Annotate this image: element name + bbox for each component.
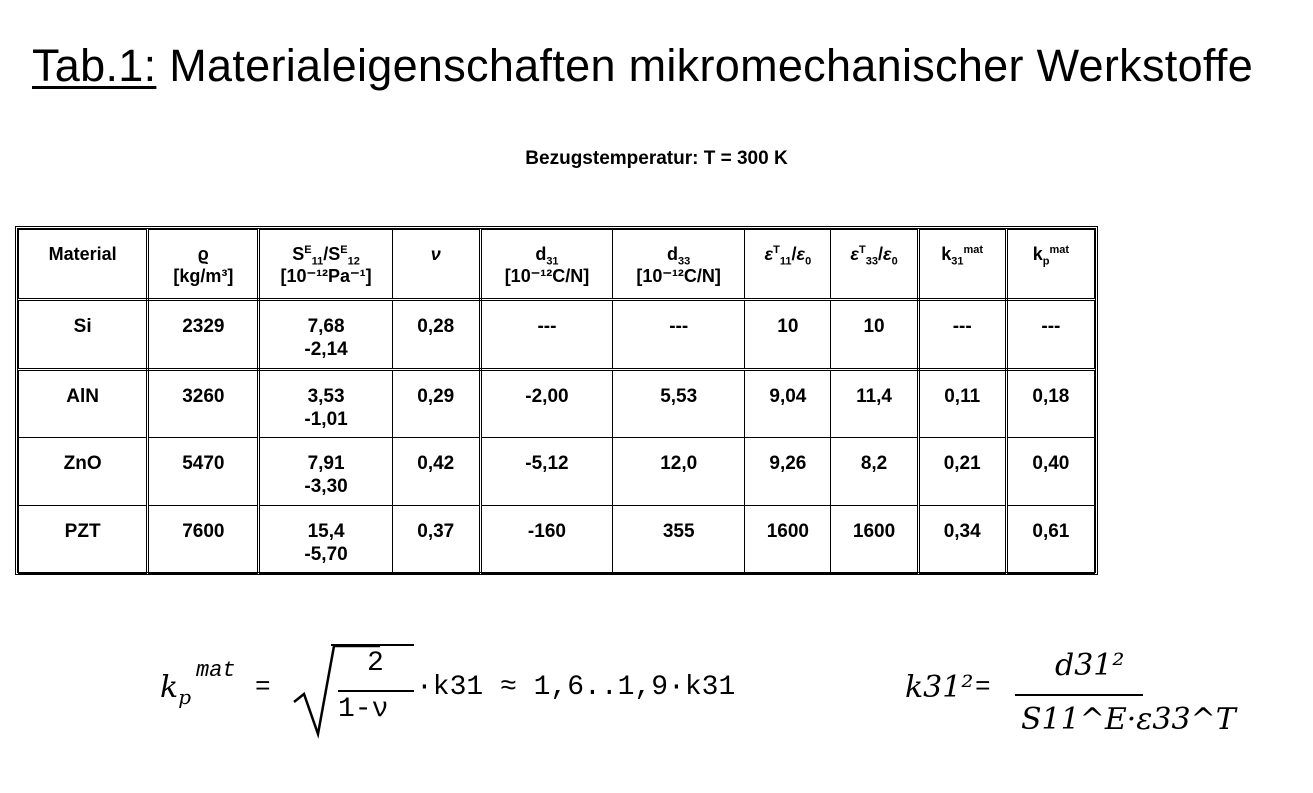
title-text: Materialeigenschaften mikromechanischer Werkstoffe bbox=[169, 40, 1254, 91]
table-row bbox=[19, 370, 1095, 438]
cell-rho: 2329 bbox=[148, 300, 259, 370]
cell-e33: 11,4 bbox=[831, 370, 918, 438]
header-density: ϱ [kg/m³] bbox=[148, 230, 259, 300]
material-table bbox=[15, 226, 1098, 575]
cell-d33: --- bbox=[613, 300, 745, 370]
table-row bbox=[19, 438, 1095, 506]
header-d33: $d_{33}$ [10⁻¹²C/N] bbox=[613, 230, 745, 300]
cell-nu: 0,29 bbox=[392, 370, 480, 438]
cell-e11: 1600 bbox=[745, 506, 831, 574]
table-row bbox=[19, 506, 1095, 574]
cell-material: AlN bbox=[19, 370, 148, 438]
header-material: Material bbox=[19, 230, 148, 300]
header-compliance: $S^E_{11}/S^E_{12}$ [10⁻¹²Pa⁻¹] bbox=[259, 230, 392, 300]
cell-e33: 1600 bbox=[831, 506, 918, 574]
cell-k31: 0,34 bbox=[918, 506, 1006, 574]
cell-rho: 3260 bbox=[148, 370, 259, 438]
cell-nu: 0,37 bbox=[392, 506, 480, 574]
cell-k31: --- bbox=[918, 300, 1006, 370]
cell-material: PZT bbox=[19, 506, 148, 574]
cell-e33: 10 bbox=[831, 300, 918, 370]
header-poisson: ν bbox=[392, 230, 480, 300]
cell-d31: -2,00 bbox=[480, 370, 612, 438]
cell-k31: 0,11 bbox=[918, 370, 1006, 438]
cell-material: ZnO bbox=[19, 438, 148, 506]
table-row bbox=[19, 300, 1095, 370]
cell-e33: 8,2 bbox=[831, 438, 918, 506]
cell-e11: 9,04 bbox=[745, 370, 831, 438]
cell-kp: 0,18 bbox=[1006, 370, 1094, 438]
cell-s: 7,91 -3,30 bbox=[259, 438, 392, 506]
header-kp: $k_p^{mat}$ bbox=[1006, 230, 1094, 300]
cell-e11: 9,26 bbox=[745, 438, 831, 506]
cell-d31: --- bbox=[480, 300, 612, 370]
cell-kp: 0,40 bbox=[1006, 438, 1094, 506]
page-title bbox=[32, 40, 1253, 92]
header-k31: $k_{31}^{mat}$ bbox=[918, 230, 1006, 300]
cell-d31: -5,12 bbox=[480, 438, 612, 506]
cell-s: 15,4 -5,70 bbox=[259, 506, 392, 574]
cell-rho: 7600 bbox=[148, 506, 259, 574]
table-header-row bbox=[19, 230, 1095, 300]
cell-e11: 10 bbox=[745, 300, 831, 370]
cell-k31: 0,21 bbox=[918, 438, 1006, 506]
cell-d31: -160 bbox=[480, 506, 612, 574]
subtitle: Bezugstemperatur: T = 300 K bbox=[525, 148, 788, 169]
cell-material: Si bbox=[19, 300, 148, 370]
cell-kp: --- bbox=[1006, 300, 1094, 370]
title-prefix: Tab.1: bbox=[32, 40, 157, 91]
cell-nu: 0,42 bbox=[392, 438, 480, 506]
cell-d33: 355 bbox=[613, 506, 745, 574]
cell-d33: 12,0 bbox=[613, 438, 745, 506]
cell-s: 3,53 -1,01 bbox=[259, 370, 392, 438]
header-eps33: $\varepsilon^T_{33}/\varepsilon_0$ bbox=[831, 230, 918, 300]
cell-s: 7,68 -2,14 bbox=[259, 300, 392, 370]
cell-nu: 0,28 bbox=[392, 300, 480, 370]
cell-rho: 5470 bbox=[148, 438, 259, 506]
cell-kp: 0,61 bbox=[1006, 506, 1094, 574]
cell-d33: 5,53 bbox=[613, 370, 745, 438]
header-eps11: $\varepsilon^T_{11}/\varepsilon_0$ bbox=[745, 230, 831, 300]
header-d31: $d_{31}$ [10⁻¹²C/N] bbox=[480, 230, 612, 300]
